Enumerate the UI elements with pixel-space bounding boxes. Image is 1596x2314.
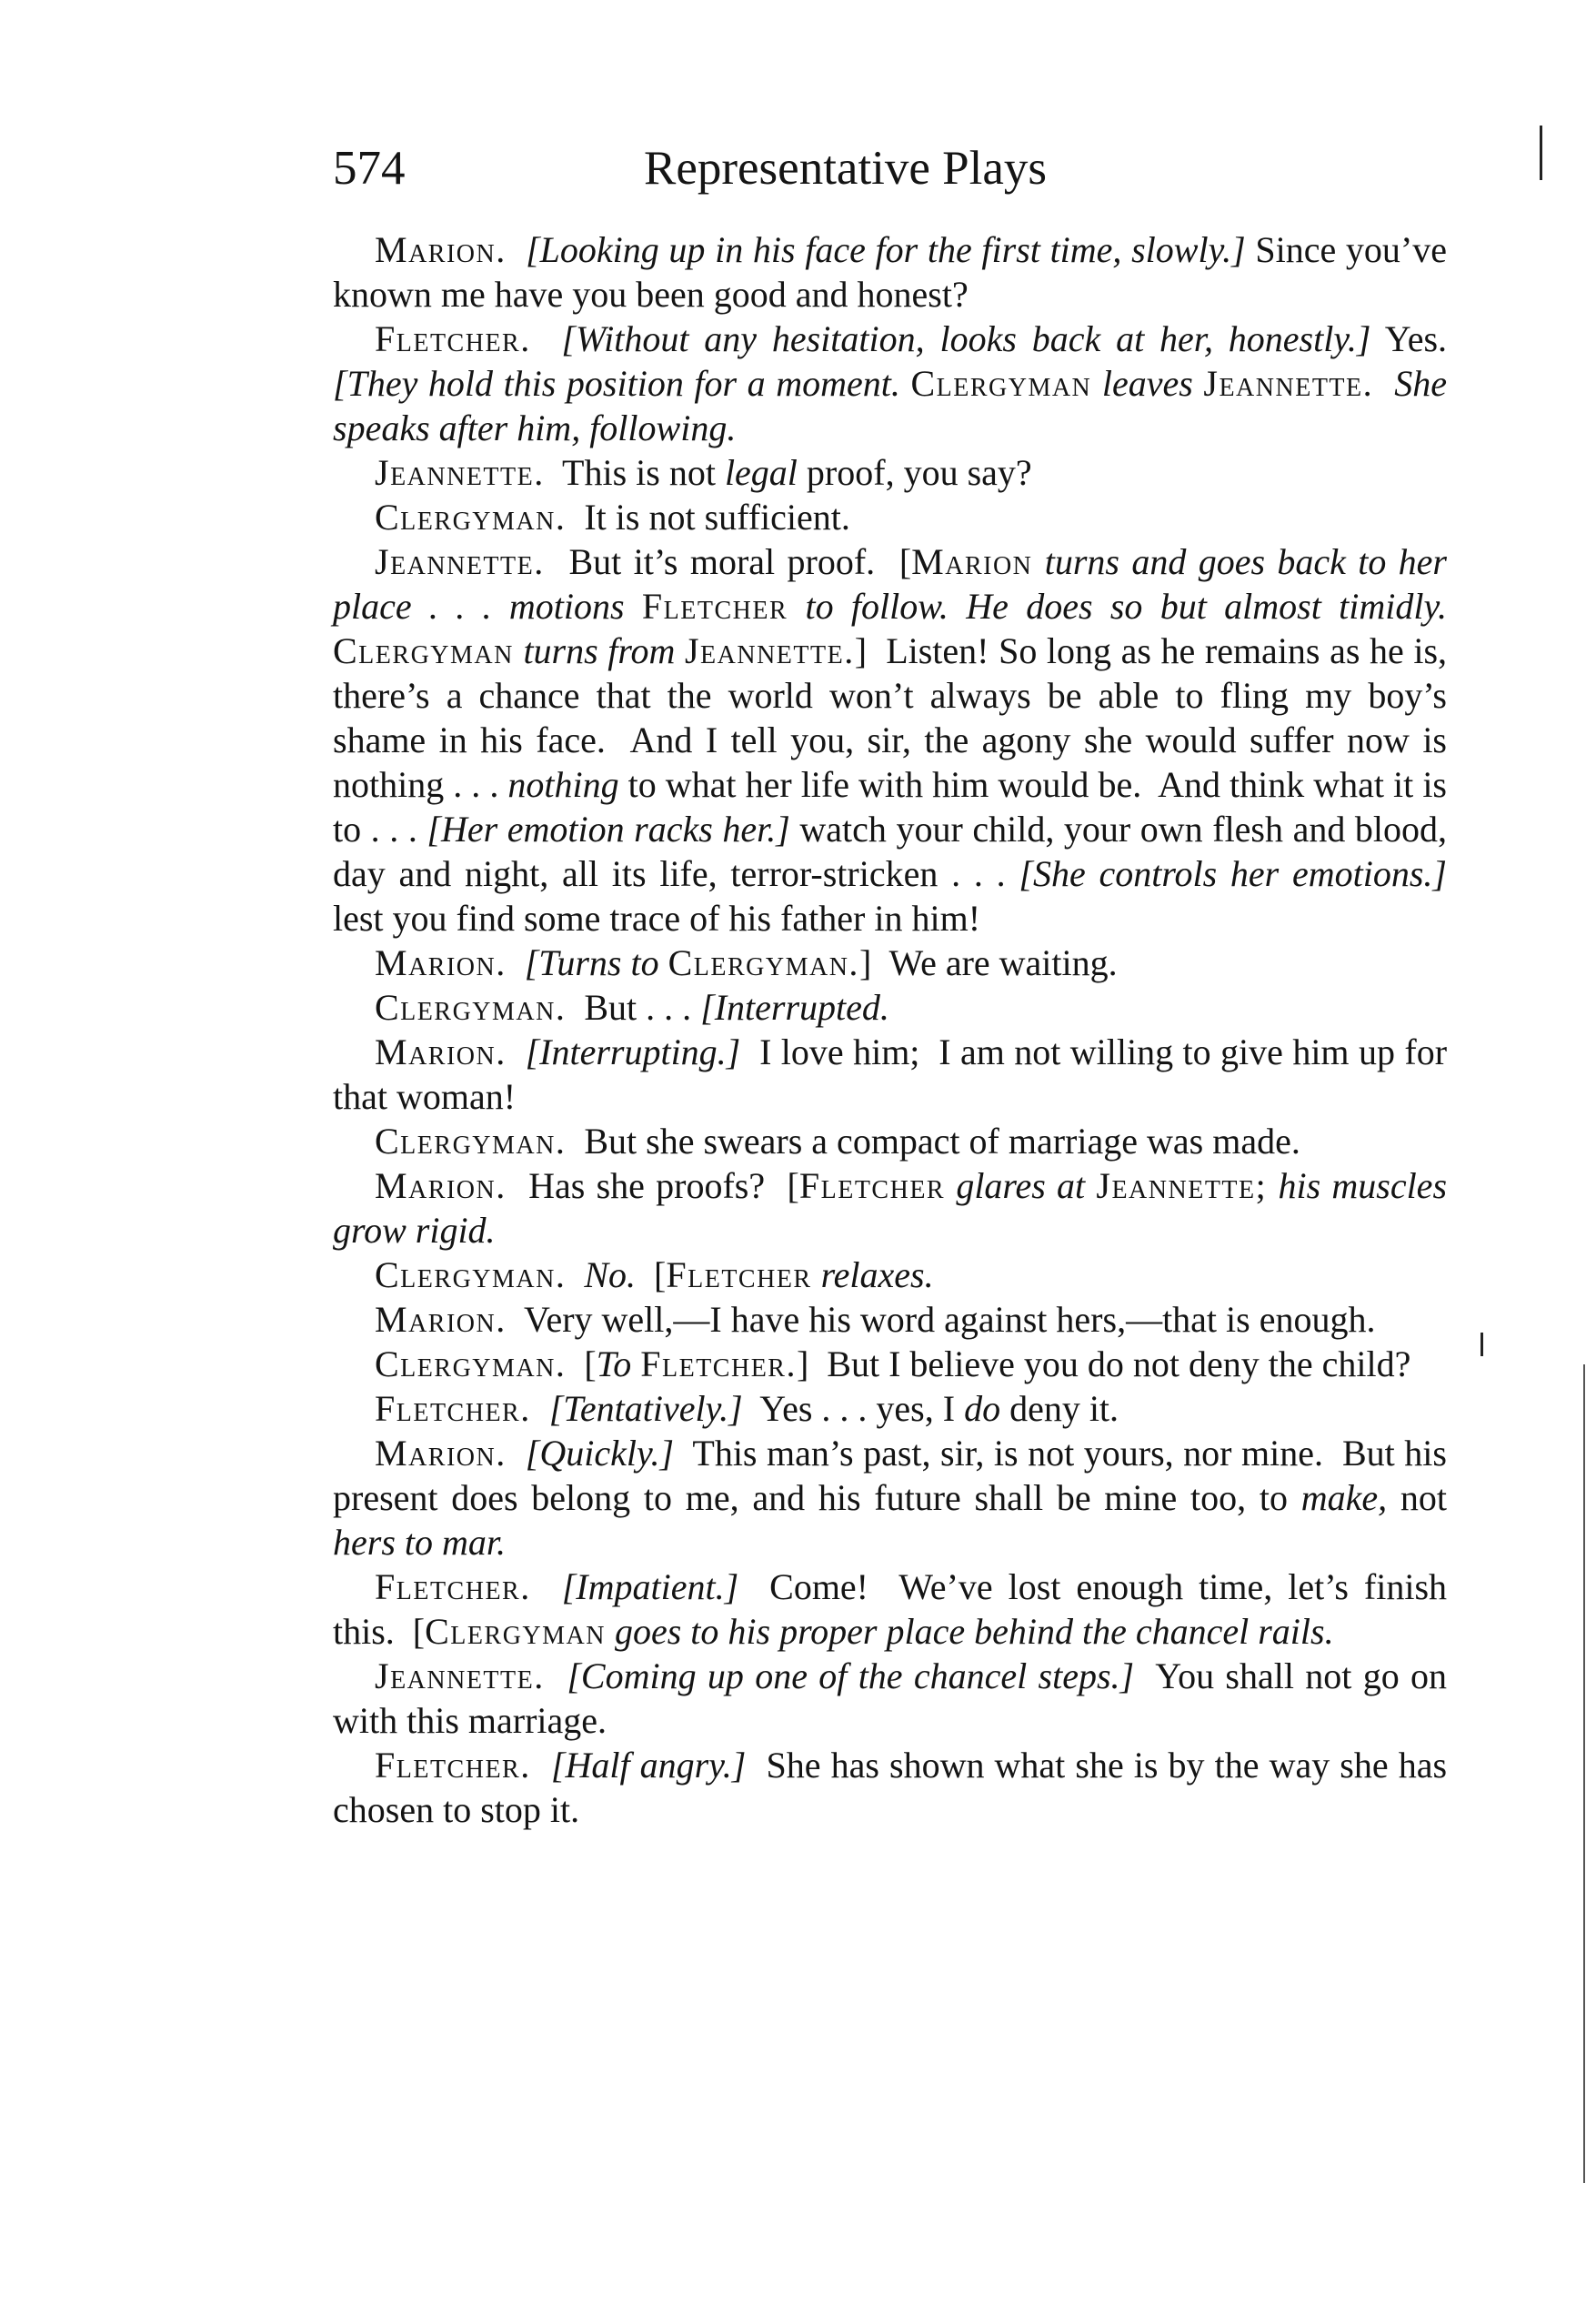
dialogue-paragraph	[333, 317, 1466, 450]
stage-direction: goes to his proper place behind the chancel rails.	[614, 1611, 1334, 1652]
dialogue-text	[675, 630, 685, 671]
dialogue-text: But she swears a compact of marriage was made.	[566, 1121, 1300, 1162]
dialogue-text	[507, 229, 526, 270]
speaker-name: Clergyman.	[375, 1254, 567, 1295]
dialogue-text	[812, 1254, 821, 1295]
dialogue-text	[531, 318, 562, 359]
dialogue-text	[625, 586, 642, 627]
dialogue-text: to what her life with him would be. And think what it is to . . .	[333, 764, 1456, 850]
speaker-name: Marion.	[375, 942, 507, 983]
speaker-name: Clergyman.	[375, 987, 567, 1028]
dialogue-text: ] But I believe you do not deny the child?	[796, 1343, 1411, 1384]
stage-direction: his muscles grow rigid.	[333, 1165, 1457, 1251]
dialogue-paragraph	[333, 227, 1456, 317]
stage-direction: [Impatient.]	[561, 1566, 739, 1607]
stage-direction: [Quickly.]	[525, 1433, 675, 1474]
dialogue-text	[507, 1031, 526, 1072]
dialogue-text	[1193, 363, 1204, 404]
stage-direction: No.	[584, 1254, 637, 1295]
dialogue-text: Yes . . . yes, I	[742, 1388, 965, 1429]
character-name: Marion	[911, 541, 1033, 582]
dialogue-paragraph	[333, 1163, 1457, 1253]
dialogue-paragraph	[333, 1253, 1447, 1297]
stage-direction: [Interrupting.]	[525, 1031, 741, 1072]
dialogue-text	[1373, 363, 1394, 404]
dialogue-paragraph	[333, 1030, 1457, 1119]
dialogue-text: Come! We’ve lost enough time, let’s finish this. [	[333, 1566, 1457, 1652]
speaker-name: Marion.	[375, 1031, 507, 1072]
stage-direction: legal	[724, 452, 798, 493]
stage-direction: [She controls her emotions.]	[1019, 853, 1447, 894]
stage-direction: to follow. He does so but almost timidly.	[805, 586, 1448, 627]
dialogue-text	[507, 942, 525, 983]
character-name: Fletcher	[641, 586, 788, 627]
stage-direction: [Coming up one of the chancel steps.]	[567, 1655, 1135, 1696]
character-name: Jeannette.	[1203, 363, 1374, 404]
dialogue-text: ] We are waiting.	[858, 942, 1118, 983]
dialogue-paragraph	[333, 539, 1457, 941]
speaker-name: Marion.	[375, 1433, 507, 1474]
stage-direction: [Tentatively.]	[548, 1388, 743, 1429]
character-name: Clergyman.	[668, 942, 859, 983]
speaker-name: Marion.	[375, 1299, 507, 1340]
dialogue-paragraph	[333, 1564, 1457, 1654]
stage-direction: nothing	[507, 764, 619, 805]
dialogue-paragraph	[333, 495, 1447, 539]
dialogue-paragraph	[333, 1743, 1457, 1832]
stage-direction: [Her emotion racks her.]	[427, 809, 790, 850]
dialogue-text: ] Listen! So long as he remains as he is, there’s a chance that the world won’t always be able to fling my boy’s shame in his face. And I tell you, sir, the agony she would suffer now is nothing . . .	[333, 630, 1457, 805]
dialogue-paragraph	[333, 985, 1447, 1030]
dialogue-text	[788, 586, 805, 627]
dialogue-text	[1447, 586, 1456, 627]
character-name: Fletcher.	[640, 1343, 797, 1384]
dialogue-text: watch your child, your own flesh and blood, day and night, all its life, terror-stricken . . .	[333, 809, 1456, 894]
speaker-name: Jeannette.	[375, 452, 545, 493]
dialogue-text: But . . .	[566, 987, 701, 1028]
page-number: 574	[333, 142, 406, 195]
scan-edge-mark	[1540, 126, 1542, 180]
character-name: Clergyman	[425, 1611, 606, 1652]
dialogue-text	[545, 1655, 567, 1696]
dialogue-paragraph	[333, 450, 1447, 495]
dialogue-text	[945, 1165, 956, 1206]
dialogue-text	[507, 1433, 526, 1474]
dialogue-text: She has shown what she is by the way she has chosen to stop it.	[333, 1745, 1457, 1830]
speaker-name: Jeannette.	[375, 1655, 545, 1696]
scan-edge-mark	[1481, 1333, 1483, 1356]
dialogue-text	[531, 1388, 549, 1429]
dialogue-text: [	[636, 1254, 667, 1295]
dialogue-text: deny it.	[1000, 1388, 1119, 1429]
dialogue-paragraph	[333, 1297, 1447, 1342]
stage-direction: turns and goes back to her place . . . motions	[333, 541, 1457, 627]
dialogue-paragraph	[333, 1431, 1456, 1564]
dialogue-paragraph	[333, 1119, 1447, 1163]
dialogue-text: I love him; I am not willing to give him up for that woman!	[333, 1031, 1457, 1117]
speaker-name: Fletcher.	[375, 1745, 531, 1786]
play-text	[333, 227, 1466, 1832]
character-name: Clergyman	[333, 630, 514, 671]
dialogue-text: Very well,—I have his word against hers,—that is enough.	[506, 1299, 1376, 1340]
speaker-name: Fletcher.	[375, 318, 531, 359]
character-name: Jeannette.	[684, 630, 855, 671]
stage-direction: leaves	[1101, 363, 1193, 404]
dialogue-text	[631, 1343, 640, 1384]
dialogue-text: This man’s past, sir, is not yours, nor mine. But his present does belong to me, and his future shall be mine too, to	[333, 1433, 1456, 1518]
speaker-name: Marion.	[375, 1165, 507, 1206]
stage-direction: She speaks after him, following.	[333, 363, 1457, 448]
page-header	[333, 141, 1447, 205]
dialogue-text	[1267, 1165, 1278, 1206]
stage-direction: do	[964, 1388, 1001, 1429]
stage-direction: relaxes.	[820, 1254, 934, 1295]
dialogue-text: But it’s moral proof. [	[544, 541, 912, 582]
speaker-name: Clergyman.	[375, 1121, 567, 1162]
dialogue-text: This is not	[544, 452, 725, 493]
dialogue-text: You shall not go on with this marriage.	[333, 1655, 1456, 1741]
running-title: Representative Plays	[644, 142, 1048, 195]
speaker-name: Jeannette.	[375, 541, 545, 582]
stage-direction: [Looking up in his face for the first time, slowly.]	[526, 229, 1246, 270]
stage-direction: [They hold this position for a moment.	[333, 363, 900, 404]
dialogue-paragraph	[333, 1342, 1447, 1386]
stage-direction: [Turns to	[524, 942, 659, 983]
dialogue-text	[1032, 541, 1044, 582]
stage-direction: [Interrupted.	[700, 987, 889, 1028]
dialogue-text	[606, 1611, 615, 1652]
dialogue-text	[566, 1254, 584, 1295]
dialogue-text	[531, 1745, 551, 1786]
character-name: Clergyman	[910, 363, 1092, 404]
stage-direction: To	[596, 1343, 632, 1384]
dialogue-text: Has she proofs? [	[506, 1165, 799, 1206]
dialogue-text: [	[566, 1343, 597, 1384]
stage-direction: turns from	[523, 630, 676, 671]
dialogue-text	[1085, 1165, 1096, 1206]
dialogue-text	[900, 363, 911, 404]
speaker-name: Fletcher.	[375, 1388, 531, 1429]
stage-direction: [Half angry.]	[550, 1745, 747, 1786]
dialogue-text: Since you’ve known me have you been good and honest?	[333, 229, 1456, 315]
speaker-name: Clergyman.	[375, 497, 567, 538]
speaker-name: Clergyman.	[375, 1343, 567, 1384]
scan-edge-mark	[1583, 1364, 1585, 2183]
dialogue-text: lest you find some trace of his father in him!	[333, 853, 1456, 939]
speaker-name: Fletcher.	[375, 1566, 531, 1607]
stage-direction: [Without any hesitation, looks back at her, honestly.]	[561, 318, 1371, 359]
character-name: Jeannette;	[1096, 1165, 1268, 1206]
dialogue-paragraph	[333, 1386, 1447, 1431]
dialogue-text	[531, 1566, 562, 1607]
dialogue-text	[514, 630, 524, 671]
character-name: Fletcher	[666, 1254, 812, 1295]
character-name: Fletcher	[798, 1165, 946, 1206]
dialogue-text: It is not sufficient.	[566, 497, 850, 538]
stage-direction: make,	[1300, 1477, 1388, 1518]
dialogue-text: not	[1387, 1477, 1456, 1518]
speaker-name: Marion.	[375, 229, 507, 270]
stage-direction: hers to mar.	[333, 1522, 507, 1563]
dialogue-text	[659, 942, 668, 983]
dialogue-paragraph	[333, 941, 1447, 985]
dialogue-text: proof, you say?	[797, 452, 1032, 493]
dialogue-text: Yes.	[1370, 318, 1466, 359]
dialogue-text	[1091, 363, 1102, 404]
stage-direction: glares at	[956, 1165, 1086, 1206]
dialogue-paragraph	[333, 1654, 1456, 1743]
